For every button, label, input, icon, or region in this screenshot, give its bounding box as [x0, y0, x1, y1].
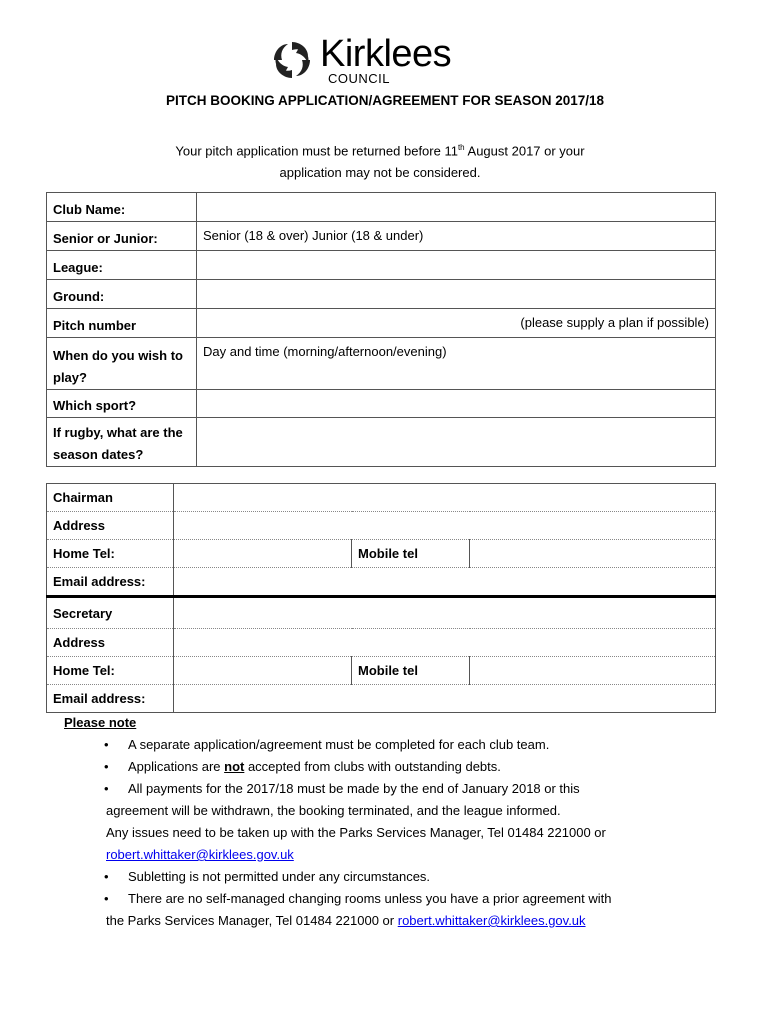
- logo-name: Kirklees: [320, 33, 452, 75]
- secretary-email-label: Email address:: [47, 685, 174, 713]
- rugby-dates-label: If rugby, what are the season dates?: [47, 418, 197, 467]
- note-payments-cont: agreement will be withdrawn, the booking terminated, and the league informed.: [106, 803, 561, 818]
- secretary-mobile-field[interactable]: [470, 657, 716, 685]
- chairman-home-tel-label: Home Tel:: [47, 540, 174, 568]
- note-payments: • All payments for the 2017/18 must be made by the end of January 2018 or this: [64, 778, 704, 800]
- chairman-mobile-label: Mobile tel: [352, 540, 470, 568]
- secretary-home-tel-field[interactable]: [174, 657, 352, 685]
- note-changing-rooms: • There are no self-managed changing rooms unless you have a prior agreement with: [64, 888, 704, 910]
- chairman-mobile-field[interactable]: [470, 540, 716, 568]
- note-issues: Any issues need to be taken up with the Parks Services Manager, Tel 01484 221000 or: [106, 825, 606, 840]
- when-play-field[interactable]: Day and time (morning/afternoon/evening): [197, 338, 716, 390]
- pitch-number-label: Pitch number: [47, 309, 197, 338]
- ground-label: Ground:: [47, 280, 197, 309]
- club-name-field[interactable]: [197, 193, 716, 222]
- note-separate-application: • A separate application/agreement must be completed for each club team.: [64, 734, 704, 756]
- which-sport-label: Which sport?: [47, 390, 197, 418]
- pitch-number-field[interactable]: (please supply a plan if possible): [197, 309, 716, 338]
- chairman-email-field[interactable]: [174, 568, 716, 597]
- email-link[interactable]: robert.whittaker@kirklees.gov.uk: [106, 847, 294, 862]
- logo-council: COUNCIL: [328, 71, 391, 86]
- notes-heading: Please note: [64, 715, 137, 730]
- note-subletting: • Subletting is not permitted under any circumstances.: [64, 866, 704, 888]
- secretary-address-field[interactable]: [174, 629, 716, 657]
- chairman-table: [46, 483, 716, 713]
- club-details-table: [46, 192, 716, 467]
- club-name-label: Club Name:: [47, 193, 197, 222]
- senior-junior-field[interactable]: Senior (18 & over) Junior (18 & under): [197, 222, 716, 251]
- note-outstanding-debts: • Applications are not accepted from clubs with outstanding debts.: [64, 756, 704, 778]
- ground-field[interactable]: [197, 280, 716, 309]
- which-sport-field[interactable]: [197, 390, 716, 418]
- chairman-home-tel-field[interactable]: [174, 540, 352, 568]
- page-title: PITCH BOOKING APPLICATION/AGREEMENT FOR SEASON 2017/18: [165, 93, 605, 108]
- chairman-field[interactable]: [174, 484, 716, 512]
- chairman-address-field[interactable]: [174, 512, 716, 540]
- secretary-label: Secretary: [47, 597, 174, 629]
- league-field[interactable]: [197, 251, 716, 280]
- rugby-dates-field[interactable]: [197, 418, 716, 467]
- chairman-label: Chairman: [47, 484, 174, 512]
- senior-junior-label: Senior or Junior:: [47, 222, 197, 251]
- secretary-address-label: Address: [47, 629, 174, 657]
- note-changing-rooms-cont: the Parks Services Manager, Tel 01484 221000 or robert.whittaker@kirklees.gov.uk: [106, 913, 586, 928]
- kirklees-logo: [262, 35, 488, 87]
- notes-section: [64, 712, 704, 932]
- kirklees-swirl-icon: [270, 38, 314, 82]
- when-play-label: When do you wish to play?: [47, 338, 197, 390]
- secretary-field[interactable]: [174, 597, 716, 629]
- secretary-email-field[interactable]: [174, 685, 716, 713]
- chairman-email-label: Email address:: [47, 568, 174, 597]
- league-label: League:: [47, 251, 197, 280]
- intro-text: Your pitch application must be returned before 11th August 2017 or your application may not be considered.: [175, 143, 585, 181]
- email-link-2[interactable]: robert.whittaker@kirklees.gov.uk: [397, 913, 586, 928]
- secretary-mobile-label: Mobile tel: [352, 657, 470, 685]
- secretary-home-tel-label: Home Tel:: [47, 657, 174, 685]
- chairman-address-label: Address: [47, 512, 174, 540]
